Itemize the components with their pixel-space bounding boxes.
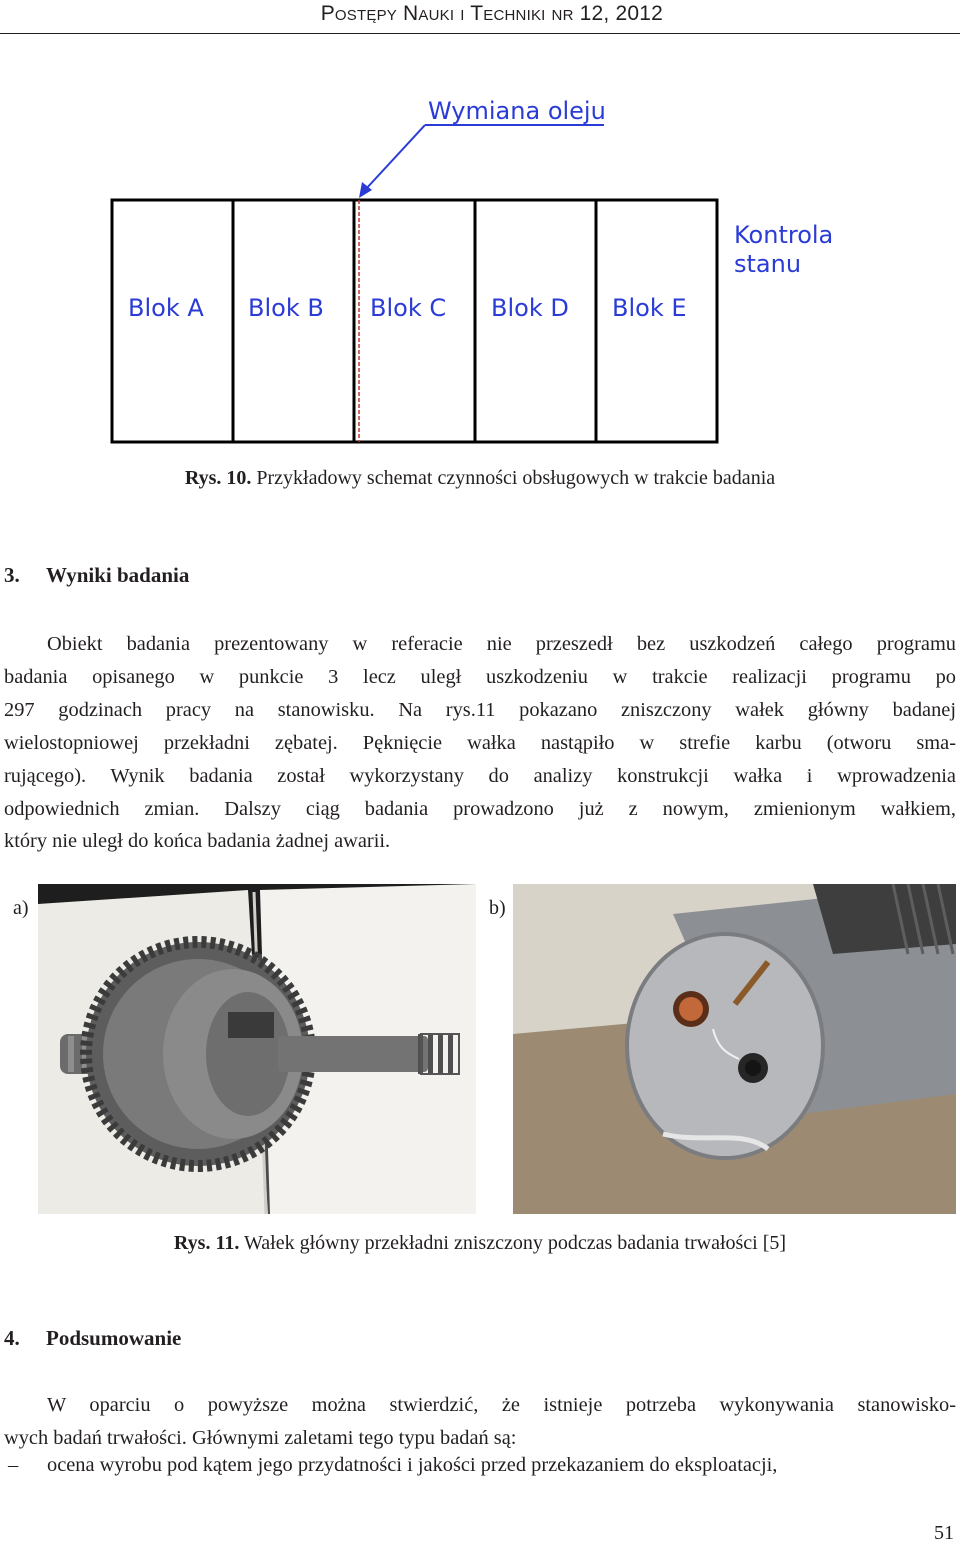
block-d-label: Blok D [491,294,569,322]
figure-10-number: Rys. 10. [184,467,252,489]
block-c-label: Blok C [370,294,447,322]
paragraph-line: który nie uległ do końca badania żadnej awarii. [4,830,391,853]
figure-10-text: Przykładowy schemat czynności obsługowych w trakcie badania [251,467,776,489]
block-e-label: Blok E [612,294,687,322]
figure-10-caption [0,467,960,490]
section-3-paragraph [4,628,956,858]
section-4-number: 4. [4,1326,20,1350]
paragraph-line: rującego). Wynik badania został wykorzystany do analizy konstrukcji wałka i wprowadzenia [4,764,956,787]
section-4-heading [4,1326,181,1351]
maintenance-schedule-diagram [0,80,960,460]
oil-change-pointer [365,125,425,190]
section-3-title: Wyniki badania [46,563,190,587]
paragraph-line: badania opisanego w punkcie 3 lecz uległ uszkodzeniu w trakcie realizacji programu po [4,665,956,688]
oil-change-label: Wymiana oleju [428,97,606,125]
list-item [4,1454,956,1484]
journal-title: Postępy Nauki i Techniki nr 12, 2012 [320,2,663,25]
photo-b-label: b) [489,897,506,919]
section-3-heading [4,563,189,588]
paragraph-line: 297 godzinach pracy na stanowisku. Na rys.11 pokazano zniszczony wałek główny badanej [4,698,956,721]
block-b-label: Blok B [248,294,324,322]
list-item-text: ocena wyrobu pod kątem jego przydatności i jakości przed przekazaniem do eksploatacji, [47,1454,778,1476]
photo-b-fracture-detail [513,884,956,1214]
header-rule [0,33,960,34]
section-4-paragraph [4,1389,956,1455]
running-header [0,0,960,33]
figure-11-number: Rys. 11. [173,1232,240,1254]
section-3-number: 3. [4,563,20,587]
paragraph-line: odpowiednich zmian. Dalszy ciąg badania prowadzono już z nowym, zmienionym wałkiem, [4,797,956,820]
condition-check-label-1: Kontrola [734,221,834,249]
paragraph-line: wielostopniowej przekładni zębatej. Pęknięcie wałka nastąpiło w strefie karbu (otworu sma- [4,731,956,754]
condition-check-label-2: stanu [734,250,802,278]
photo-a-label: a) [13,897,29,919]
figure-11-text: Wałek główny przekładni zniszczony podczas badania trwałości [5] [239,1232,787,1254]
page-number: 51 [934,1522,954,1544]
photo-a-damaged-shaft [38,884,476,1214]
paragraph-line: Obiekt badania prezentowany w referacie nie przeszedł bez uszkodzeń całego programu [47,633,956,655]
figure-11-caption [0,1232,960,1255]
block-a-label: Blok A [128,294,204,322]
list-dash: – [8,1454,19,1476]
paragraph-line: wych badań trwałości. Głównymi zaletami tego typu badań są: [4,1426,517,1449]
section-4-title: Podsumowanie [46,1326,182,1350]
paragraph-line: W oparciu o powyższe można stwierdzić, że istnieje potrzeba wykonywania stanowisko- [47,1394,956,1416]
